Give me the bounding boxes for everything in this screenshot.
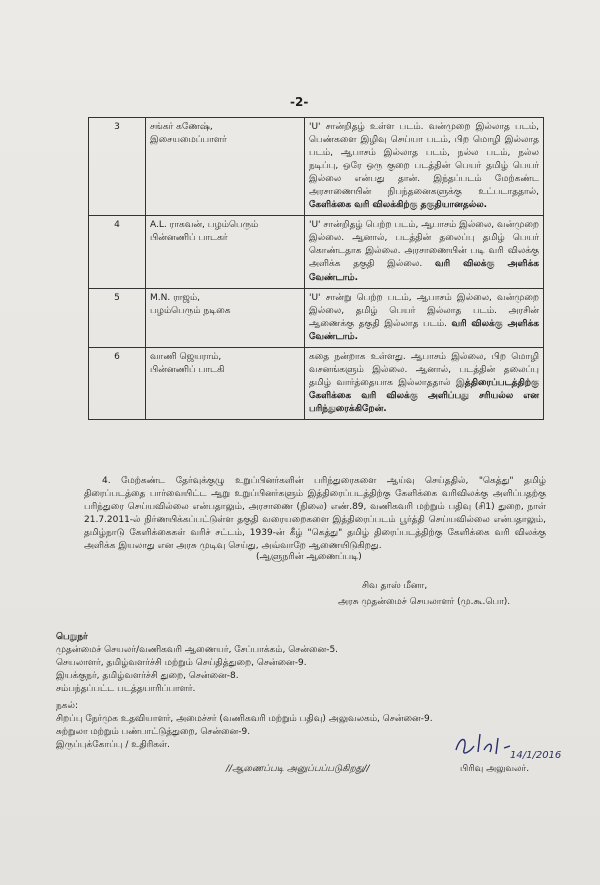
governor-order-line: (ஆளுநரின் ஆணைப்படி) [256, 552, 362, 562]
recommendation [305, 118, 544, 216]
member-name-line: பழம்பெரும் நடிகை [150, 305, 231, 316]
recommendation-text: இல்லை. ஆனால், படத்தின் தலைப்பு தமிழ் பெயர் [309, 233, 539, 244]
recipient-line: சம்பந்தப்பட்ட படத்தயாரிப்பாளர். [56, 684, 196, 695]
member-name-line: பின்னணிப் பாடகி [150, 364, 225, 375]
table-row [89, 118, 544, 216]
review-table [88, 117, 544, 420]
recommendation [305, 347, 544, 419]
recommendation-text: பெண்களை இழிவு செய்யா படம், பிற மொழி இல்லாத [309, 135, 539, 146]
recommendation-text: கதை நன்றாக உள்ளது. ஆபாசம் இல்லை, பிற மொழி [309, 351, 539, 362]
recommendation-verdict: வரி விலக்கு அளிக்க வேண்டாம். [309, 318, 539, 342]
member-name [146, 288, 305, 347]
member-name-line: இசையமைப்பாளர் [150, 135, 227, 146]
section-officer: பிரிவு அலுவலர். [460, 764, 530, 774]
serial-number: 6 [89, 347, 146, 419]
recommendation [305, 288, 544, 347]
member-name-line: M.N. ராஜம், [150, 292, 201, 303]
serial-number: 3 [89, 118, 146, 216]
table-row [89, 347, 544, 419]
copy-line: சிறப்பு நேர்முக உதவியாளர், அமைச்சர் (வணிகவரி மற்றும் பதிவு) அலுவலகம், சென்னை-9. [56, 714, 433, 725]
recommendation-text: நிபந்தனைகளுக்கு உட்படாததால், [387, 187, 539, 198]
recommendation-text: கொண்டதாக இல்லை. அரசாணையின் படி வரி விலக்கு [309, 246, 539, 257]
member-name [146, 118, 305, 216]
recommendation-text: தகுதி இல்லாத படம். [358, 318, 447, 329]
member-name [146, 347, 305, 419]
recommendation-text: அளிக்க தகுதி இல்லை. [309, 259, 423, 270]
copy-line: சுற்றுலா மற்றும் பண்பாட்டுத்துறை, சென்னை-9. [56, 727, 251, 738]
recommendation-text: வசனங்களும் இல்லை. ஆனால், படத்தின் தலைப்பு தமிழ் [309, 364, 539, 388]
recipient-line: இயக்குநர், தமிழ்வளர்ச்சி துறை, சென்னை-8. [56, 671, 239, 682]
member-name [146, 216, 305, 288]
serial-number: 4 [89, 216, 146, 288]
recommendation-verdict: வரி விலக்கு அளிக்க வேண்டாம். [309, 259, 539, 283]
recommendation-text: 'U' சான்றிதழ் பெற்ற படம், ஆபாசம் இல்லை, வன்முறை [309, 220, 539, 231]
recommendation-text: 'U' சான்றிதழ் உள்ள படம். வன்முறை இல்லாத படம், [309, 122, 539, 132]
table-row [89, 216, 544, 288]
signature-date: 14/1/2016 [510, 750, 562, 761]
recommendation-text: இல்லை, தமிழ் பெயர் இல்லாத படம். அரசின் ஆணைக்கு [309, 305, 539, 329]
serial-number: 5 [89, 288, 146, 347]
handwritten-signature [450, 728, 570, 764]
recommendation [305, 216, 544, 288]
recipient-line: செயலாளர், தமிழ்வளர்ச்சி மற்றும் செய்தித்துறை, சென்னை-9. [56, 658, 307, 669]
member-name-line: வாணி ஜெயராம், [150, 351, 222, 362]
member-name-line: பின்னணிப் பாடகர் [150, 233, 228, 244]
copy-label: நகல்: [56, 701, 79, 712]
decision-paragraph: 4. மேற்கண்ட தேர்வுக்குழு உறுப்பினர்களின் பரிந்துரைகளை ஆய்வு செய்ததில், "கெத்து" தமிழ் திரைப்படத்தை பார்வையிட்ட ஆறு உறுப்பினர்களும் இத்திரைப்படத்திற்கு கேளிக்கை வரிவிலக்கு அளிப்பதற்கு பரிந்துரை செய்யவில்லை என்பதாலும், அரசாணை (நிலை) எண்.89, வணிகவரி மற்றும் பதிவு (சி1) துறை, நாள் 21.7.2011-ல் நிர்ணயிக்கப்பட்டுள்ள தகுதி வரையறைகளை இத்திரைப்படம் பூர்த்தி செய்யவில்லை என்பதாலும், தமிழ்நாடு கேளிக்கைகள் வரிச் சட்டம், 1939-ன் கீழ் "கெத்து" தமிழ் திரைப்படத்திற்கு கேளிக்கை வரி விலக்கு அளிக்க இயலாது என அரசு முடிவு செய்து, அவ்வாறே ஆணையிடுகிறது. [84, 476, 546, 552]
recommendation-text: என்பது தான். இந்தப்படம் மேற்கண்ட அரசாணையின் [309, 174, 539, 198]
recipient-line: முதன்மைச் செயலர்/வணிகவரி ஆணையர், சேப்பாக்கம், சென்னை-5. [56, 645, 339, 655]
forward-line: //ஆணைப்படி அனுப்பப்படுகிறது// [226, 764, 370, 774]
recommendation-verdict: இத்திரைப்படத்திற்கு கேளிக்கை வரி விலக்கு அளிப்பது சரியல்ல என பரிந்துரைக்கிறேன். [309, 377, 539, 414]
recommendation-text: படம், ஆபாசம் இல்லாத படம், நல்ல படம், நல்ல நடிப்பு, [309, 148, 539, 172]
recommendation-text: ஒரே ஒரு குறை படத்தின் பெயர் தமிழ் பெயர் இல்லை [309, 161, 539, 185]
signatory-name: சிவ தாஸ் மீனா, [362, 581, 428, 591]
page-number: -2- [290, 95, 309, 109]
recommendation-text: 'U' சான்று பெற்ற படம், ஆபாசம் இல்லை, வன்முறை [309, 292, 539, 303]
table-row [89, 288, 544, 347]
copy-line: இருப்புக்கோப்பு / உதிரிகள். [56, 740, 170, 751]
to-label: பெறுநர் [56, 632, 88, 642]
member-name-line: A.L. ராகவன், பழம்பெரும் [150, 220, 259, 231]
recommendation-text: வார்த்தையாக இல்லாததால் [336, 377, 451, 388]
signatory-title: அரசு முதன்மைச் செயலாளர் (மு.கூ.பொ). [338, 597, 511, 607]
member-name-line: சங்கர் கணேஷ், [150, 122, 213, 132]
recommendation-verdict: கேளிக்கை வரி விலக்கிற்கு தகுதியானதல்ல. [309, 200, 488, 211]
